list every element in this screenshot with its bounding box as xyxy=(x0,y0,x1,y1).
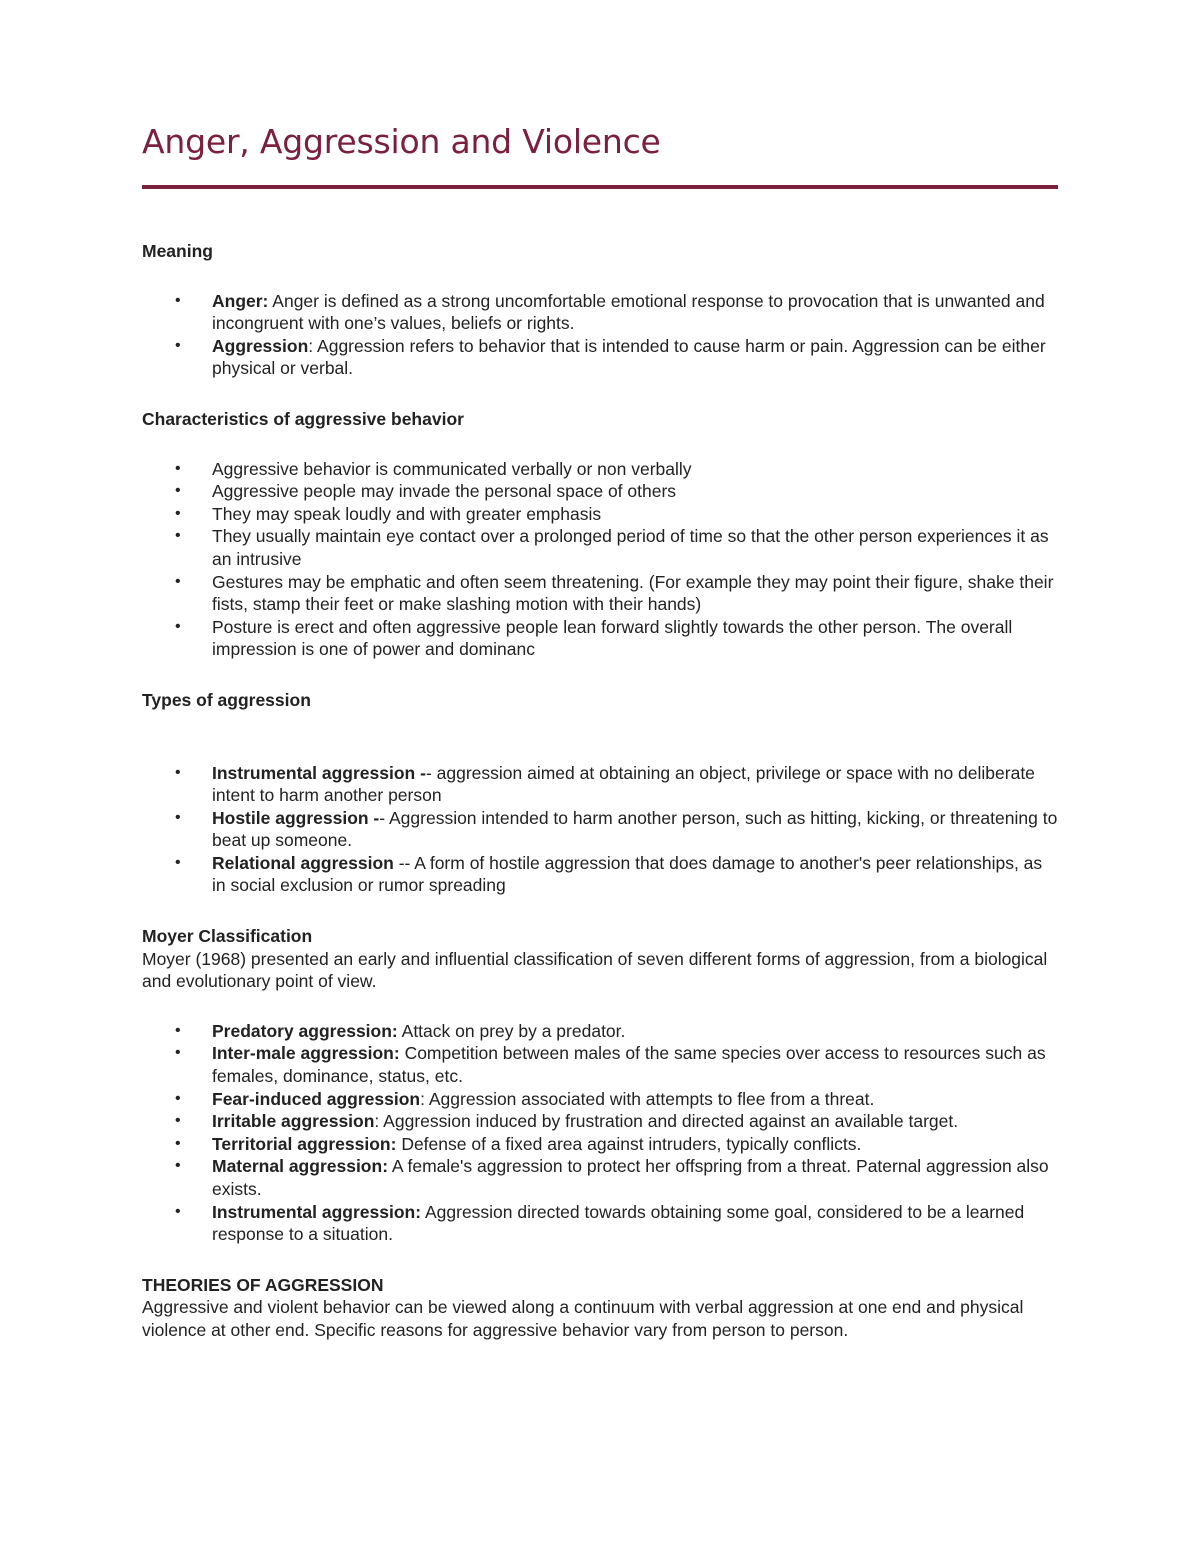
list-item xyxy=(142,852,1058,897)
list-item xyxy=(142,1088,1058,1111)
item-text: Competition between males of the same species over access to resources such as females, dominance, status, etc. xyxy=(212,1043,1046,1087)
moyer-heading: Moyer Classification xyxy=(142,926,313,947)
item-text: Gestures may be emphatic and often seem threatening. (For example they may point their figure, shake their fists, stamp their feet or make slashing motion with their hands) xyxy=(212,571,1054,615)
list-item xyxy=(142,1155,1058,1200)
item-text: Aggressive behavior is communicated verbally or non verbally xyxy=(212,458,692,479)
item-text: Anger is defined as a strong uncomfortable emotional response to provocation that is unwanted and incongruent with one’s values, beliefs or rights. xyxy=(212,290,1045,334)
bullet-icon: • xyxy=(175,853,181,871)
item-text: - aggression aimed at obtaining an object, privilege or space with no deliberate intent to harm another person xyxy=(212,762,1035,806)
list-item xyxy=(142,1133,1058,1156)
item-term: Relational aggression xyxy=(212,852,394,873)
bullet-icon: • xyxy=(175,482,181,500)
bullet-icon: • xyxy=(175,336,181,354)
item-text: A female's aggression to protect her offspring from a threat. Paternal aggression also exists. xyxy=(212,1156,1049,1199)
item-term: Hostile aggression - xyxy=(212,807,380,828)
item-term: Inter-male aggression: xyxy=(212,1043,400,1064)
bullet-icon: • xyxy=(175,808,181,826)
list-item xyxy=(142,1201,1058,1246)
bullet-icon: • xyxy=(175,763,181,781)
bullet-icon: • xyxy=(175,291,181,309)
list-item xyxy=(142,1020,1058,1043)
item-text: Posture is erect and often aggressive people lean forward slightly towards the other person. The overall impression is one of power and dominanc xyxy=(212,616,1013,660)
types-heading: Types of aggression xyxy=(142,689,311,710)
theories-heading: THEORIES OF AGGRESSION xyxy=(142,1274,384,1295)
item-term: Irritable aggression xyxy=(212,1111,375,1132)
item-term: Predatory aggression: xyxy=(212,1020,398,1041)
characteristics-heading: Characteristics of aggressive behavior xyxy=(142,408,464,429)
list-item xyxy=(142,762,1058,807)
item-term: Fear-induced aggression xyxy=(212,1088,421,1109)
list-item xyxy=(142,503,1058,526)
list-item xyxy=(142,290,1058,335)
item-term: Anger: xyxy=(212,290,269,311)
item-text: They may speak loudly and with greater emphasis xyxy=(212,503,602,524)
item-term: Instrumental aggression: xyxy=(212,1201,422,1222)
item-text: Attack on prey by a predator. xyxy=(397,1020,626,1041)
item-text: : Aggression associated with attempts to flee from a threat. xyxy=(420,1088,875,1109)
list-item xyxy=(142,807,1058,852)
moyer-list xyxy=(142,1020,1058,1246)
item-text: -- A form of hostile aggression that does damage to another's peer relationships, as in social exclusion or rumor spreading xyxy=(212,852,1043,896)
bullet-icon: • xyxy=(175,617,181,635)
title-divider xyxy=(142,185,1058,189)
document-title: Anger, Aggression and Violence xyxy=(142,122,661,161)
meaning-heading: Meaning xyxy=(142,241,213,261)
item-term: Aggression xyxy=(212,335,309,356)
item-term: Instrumental aggression - xyxy=(212,762,426,783)
bullet-icon: • xyxy=(175,1202,181,1220)
list-item xyxy=(142,616,1058,661)
bullet-icon: • xyxy=(175,572,181,590)
item-text: - Aggression intended to harm another person, such as hitting, kicking, or threatening to beat up someone. xyxy=(212,807,1058,851)
item-text: Defense of a fixed area against intruders, typically conflicts. xyxy=(396,1133,862,1154)
item-text: They usually maintain eye contact over a prolonged period of time so that the other person experiences it as an intrusive xyxy=(212,526,1049,569)
list-item xyxy=(142,335,1058,380)
bullet-icon: • xyxy=(175,1157,181,1175)
types-list xyxy=(142,762,1058,898)
bullet-icon: • xyxy=(175,527,181,545)
bullet-icon: • xyxy=(175,1021,181,1039)
list-item xyxy=(142,571,1058,616)
list-item xyxy=(142,458,1058,481)
bullet-icon: • xyxy=(175,1044,181,1062)
bullet-icon: • xyxy=(175,459,181,477)
item-term: Territorial aggression: xyxy=(212,1133,397,1154)
item-text: : Aggression induced by frustration and directed against an available target. xyxy=(374,1111,959,1132)
item-text: Aggression directed towards obtaining some goal, considered to be a learned response to a situation. xyxy=(212,1201,1025,1245)
characteristics-list xyxy=(142,458,1058,661)
bullet-icon: • xyxy=(175,1134,181,1152)
item-text: Aggressive people may invade the personal space of others xyxy=(212,481,677,502)
list-item xyxy=(142,525,1058,570)
document-body xyxy=(142,240,1058,1342)
list-item xyxy=(142,1110,1058,1133)
moyer-intro: Moyer (1968) presented an early and influential classification of seven different forms of aggression, from a biological and evolutionary point of view. xyxy=(142,948,1048,992)
bullet-icon: • xyxy=(175,1112,181,1130)
bullet-icon: • xyxy=(175,1089,181,1107)
list-item xyxy=(142,1042,1058,1087)
meaning-list xyxy=(142,290,1058,380)
bullet-icon: • xyxy=(175,504,181,522)
theories-text: Aggressive and violent behavior can be viewed along a continuum with verbal aggression at one end and physical violence at other end. Specific reasons for aggressive behavior vary from person to person. xyxy=(142,1297,1024,1340)
item-text: : Aggression refers to behavior that is intended to cause harm or pain. Aggression can be either physical or verbal. xyxy=(212,335,1046,379)
item-term: Maternal aggression: xyxy=(212,1156,389,1177)
list-item xyxy=(142,480,1058,503)
